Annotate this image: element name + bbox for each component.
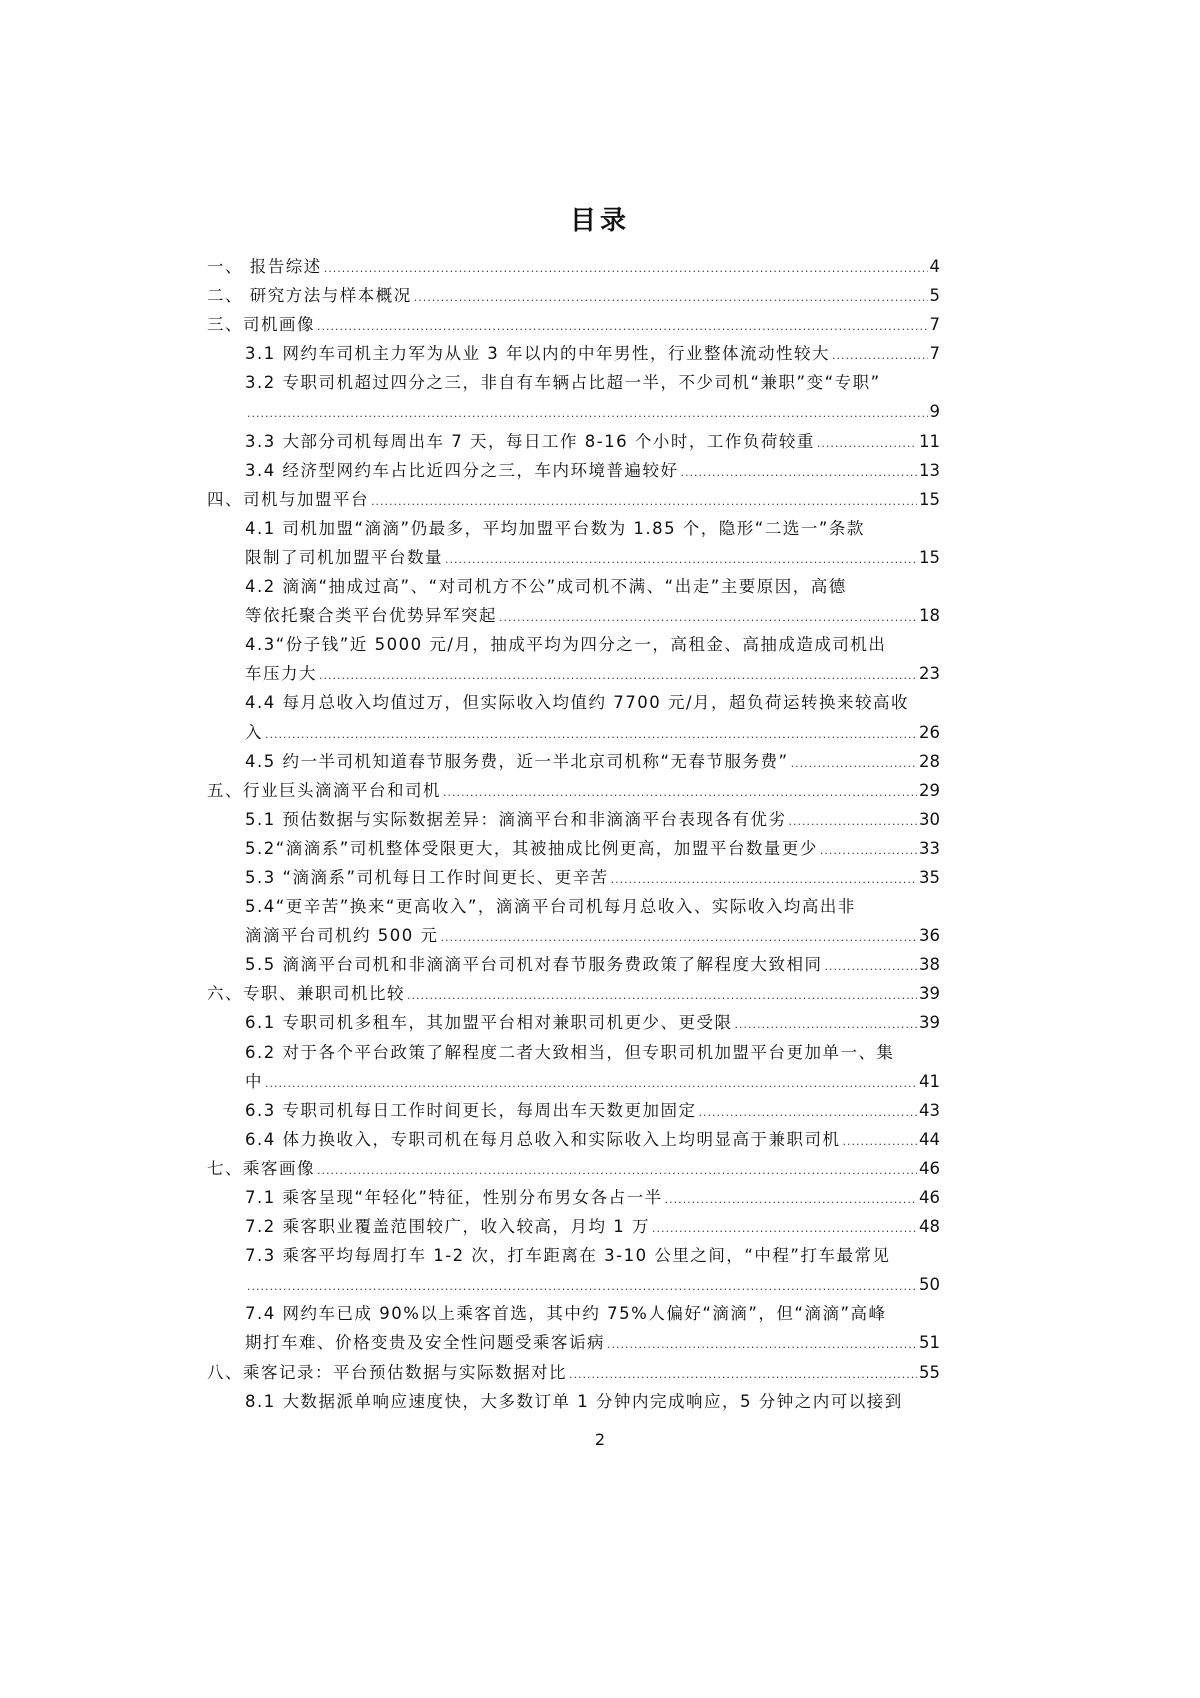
- toc-page-number: 11: [919, 431, 940, 451]
- toc-page-number: 39: [919, 984, 940, 1004]
- toc-entry-text: 6.1 专职司机多租车，其加盟平台相对兼职司机更少、更受限: [245, 1013, 733, 1033]
- dot-leader: [265, 720, 917, 749]
- dot-leader: [607, 1330, 917, 1359]
- toc-line: [207, 572, 940, 601]
- dot-leader: [681, 458, 918, 487]
- toc-page-number: 7: [929, 315, 940, 335]
- toc-entry-text: 5.3 “滴滴系”司机每日工作时间更长、更辛苦: [245, 867, 609, 887]
- toc-entry-text: 7.4 网约车已成 90%以上乘客首选，其中约 75%人偏好“滴滴”，但“滴滴”高峰: [245, 1304, 887, 1324]
- toc-line: [207, 1212, 940, 1241]
- toc-section-entry[interactable]: [207, 950, 940, 979]
- toc-page-number: 48: [919, 1217, 940, 1237]
- toc-section-entry[interactable]: [207, 1096, 940, 1125]
- toc-section-entry[interactable]: [207, 1212, 940, 1241]
- toc-line: [207, 776, 940, 805]
- toc-section-entry[interactable]: [207, 1008, 940, 1037]
- dot-leader: [843, 1127, 918, 1156]
- toc-line: [207, 1096, 940, 1125]
- toc-entry-text: 3.2 专职司机超过四分之三，非自有车辆占比超一半，不少司机“兼职”变“专职”: [245, 373, 881, 393]
- toc-section-entry[interactable]: [207, 368, 940, 426]
- toc-section-entry[interactable]: [207, 1183, 940, 1212]
- toc-page-number: 5: [929, 286, 940, 306]
- toc-line: [207, 863, 940, 892]
- toc-line: [207, 601, 940, 630]
- toc-section-entry[interactable]: [207, 747, 940, 776]
- dot-leader: [371, 487, 917, 516]
- dot-leader: [407, 981, 917, 1010]
- toc-chapter-entry[interactable]: [207, 252, 940, 281]
- toc-entry-text: 4.4 每月总收入均值过万，但实际收入均值约 7700 元/月，超负荷运转换来较高收: [245, 693, 910, 713]
- toc-section-entry[interactable]: [207, 863, 940, 892]
- toc-entry-text: 6.4 体力换收入，专职司机在每月总收入和实际收入上均明显高于兼职司机: [245, 1129, 841, 1149]
- toc-entry-text: 入: [245, 722, 263, 742]
- toc-line: [207, 950, 940, 979]
- toc-line: [207, 339, 940, 368]
- dot-leader: [825, 952, 918, 981]
- dot-leader: [443, 778, 917, 807]
- toc-section-entry[interactable]: [207, 630, 940, 688]
- toc-section-entry[interactable]: [207, 834, 940, 863]
- toc-entry-text: 二、 研究方法与样本概况: [207, 286, 412, 306]
- toc-page-number: 15: [919, 547, 940, 567]
- toc-entry-text: 3.1 网约车司机主力军为从业 3 年以内的中年男性，行业整体流动性较大: [245, 344, 830, 364]
- toc-chapter-entry[interactable]: [207, 1358, 940, 1387]
- toc-line: [207, 659, 940, 688]
- dot-leader: [665, 1185, 917, 1214]
- toc-line: [207, 1358, 940, 1387]
- toc-page-number: 18: [919, 606, 940, 626]
- toc-page-number: 23: [919, 664, 940, 684]
- toc-page-number: 55: [919, 1362, 940, 1382]
- toc-section-entry[interactable]: [207, 339, 940, 368]
- toc-entry-text: 七、乘客画像: [207, 1158, 315, 1178]
- toc-line: [207, 1328, 940, 1357]
- toc-page-number: 46: [919, 1188, 940, 1207]
- toc-chapter-entry[interactable]: [207, 281, 940, 310]
- dot-leader: [265, 1069, 917, 1098]
- page-number: 2: [594, 1430, 606, 1449]
- toc-entry-text: 5.1 预估数据与实际数据差异：滴滴平台和非滴滴平台表现各有优劣: [245, 809, 787, 829]
- toc-line: [207, 368, 940, 397]
- toc-line: [207, 1270, 940, 1299]
- toc-section-entry[interactable]: [207, 514, 940, 572]
- toc-title: 目录: [569, 206, 630, 236]
- toc-entry-text: 期打车难、价格变贵及安全性问题受乘客诟病: [245, 1333, 605, 1353]
- toc-page-number: 39: [919, 1013, 940, 1033]
- toc-line: [207, 1387, 940, 1416]
- toc-line: [207, 281, 940, 310]
- toc-page-number: 33: [919, 838, 940, 858]
- toc-section-entry[interactable]: [207, 805, 940, 834]
- toc-page-number: 4: [929, 257, 940, 276]
- toc-section-entry[interactable]: [207, 892, 940, 950]
- toc-line: [207, 834, 940, 863]
- toc-entry-text: 等依托聚合类平台优势异军突起: [245, 606, 497, 626]
- toc-section-entry[interactable]: [207, 1387, 940, 1416]
- toc-section-entry[interactable]: [207, 1299, 940, 1357]
- toc-line: [207, 1125, 940, 1154]
- dot-leader: [440, 923, 917, 952]
- toc-line: [207, 1008, 940, 1037]
- toc-line: [207, 1067, 940, 1096]
- toc-entry-text: 6.3 专职司机每日工作时间更长，每周出车天数更加固定: [245, 1100, 697, 1120]
- toc-chapter-entry[interactable]: [207, 979, 940, 1008]
- toc-page-number: 26: [919, 722, 940, 742]
- dot-leader: [789, 807, 918, 836]
- dot-leader: [832, 341, 928, 370]
- toc-page-number: 50: [919, 1275, 940, 1295]
- dot-leader: [317, 312, 928, 341]
- toc-entry-text: 五、行业巨头滴滴平台和司机: [207, 780, 441, 800]
- toc-line: [207, 514, 940, 543]
- toc-page-number: 29: [919, 780, 940, 800]
- toc-page-number: 9: [929, 402, 940, 422]
- toc-line: [207, 456, 940, 485]
- toc-entry-text: 6.2 对于各个平台政策了解程度二者大致相当，但专职司机加盟平台更加单一、集: [245, 1042, 895, 1062]
- dot-leader: [817, 429, 917, 458]
- toc-entry-text: 三、司机画像: [207, 315, 315, 335]
- toc-chapter-entry[interactable]: [207, 485, 940, 514]
- dot-leader: [499, 603, 917, 632]
- toc-entry-text: 3.3 大部分司机每周出车 7 天，每日工作 8-16 个小时，工作负荷较重: [245, 431, 815, 451]
- toc-page-number: 13: [919, 460, 940, 480]
- toc-section-entry[interactable]: [207, 688, 940, 746]
- dot-leader: [569, 1360, 917, 1389]
- toc-page-number: 35: [919, 867, 940, 887]
- dot-leader: [820, 836, 917, 865]
- toc-entry-text: 5.2“滴滴系”司机整体受限更大，其被抽成比例更高，加盟平台数量更少: [245, 838, 818, 858]
- toc-line: [207, 921, 940, 950]
- toc-line: [207, 718, 940, 747]
- toc-line: [207, 979, 940, 1008]
- dot-leader: [735, 1010, 918, 1039]
- toc-line: [207, 1241, 940, 1270]
- toc-line: [207, 397, 940, 426]
- toc-entry-text: 4.3“份子钱”近 5000 元/月，抽成平均为四分之一，高租金、高抽成造成司机出: [245, 635, 887, 655]
- toc-entry-text: 7.1 乘客呈现“年轻化”特征，性别分布男女各占一半: [245, 1188, 663, 1207]
- toc-line: [207, 747, 940, 776]
- toc-page-number: 36: [919, 926, 940, 946]
- toc-line: [207, 252, 940, 281]
- toc-entry-text: 一、 报告综述: [207, 257, 322, 276]
- toc-section-entry[interactable]: [207, 1038, 940, 1096]
- dot-leader: [445, 545, 917, 574]
- dot-leader: [791, 749, 917, 778]
- toc-section-entry[interactable]: [207, 456, 940, 485]
- toc-line: [207, 1038, 940, 1067]
- toc-section-entry[interactable]: [207, 1125, 940, 1154]
- toc-page-number: 28: [919, 751, 940, 771]
- toc-page-number: 43: [919, 1100, 940, 1120]
- toc-line: [207, 892, 940, 921]
- dot-leader: [319, 661, 917, 690]
- toc-entry-text: 8.1 大数据派单响应速度快，大多数订单 1 分钟内完成响应，5 分钟之内可以接到: [245, 1391, 903, 1411]
- toc-line: [207, 805, 940, 834]
- toc-entry-text: 5.4“更辛苦”换来“更高收入”，滴滴平台司机每月总收入、实际收入均高出非: [245, 897, 856, 917]
- toc-entry-text: 7.3 乘客平均每周打车 1-2 次，打车距离在 3-10 公里之间，“中程”打车最常见: [245, 1246, 891, 1266]
- toc-line: [207, 688, 940, 717]
- toc-entry-text: 滴滴平台司机约 500 元: [245, 926, 439, 946]
- dot-leader: [611, 865, 917, 894]
- toc-chapter-entry[interactable]: [207, 1154, 940, 1183]
- dot-leader: [414, 283, 928, 312]
- toc-section-entry[interactable]: [207, 1241, 940, 1299]
- toc-entry-text: 5.5 滴滴平台司机和非滴滴平台司机对春节服务费政策了解程度大致相同: [245, 955, 823, 975]
- toc-entry-text: 4.5 约一半司机知道春节服务费，近一半北京司机称“无春节服务费”: [245, 751, 789, 771]
- toc-line: [207, 485, 940, 514]
- toc-line: [207, 543, 940, 572]
- toc-page-number: 51: [919, 1333, 940, 1353]
- toc-page-number: 46: [919, 1158, 940, 1178]
- toc-entry-text: 4.2 滴滴“抽成过高”、“对司机方不公”成司机不满、“出走”主要原因，高德: [245, 577, 847, 597]
- toc-section-entry[interactable]: [207, 427, 940, 456]
- toc-entry-text: 车压力大: [245, 664, 317, 684]
- toc-page-number: 44: [919, 1129, 940, 1149]
- table-of-contents: [207, 252, 940, 1416]
- dot-leader: [317, 1156, 917, 1185]
- toc-page-number: 30: [919, 809, 940, 829]
- dot-leader: [247, 399, 928, 428]
- toc-chapter-entry[interactable]: [207, 776, 940, 805]
- dot-leader: [247, 1272, 917, 1301]
- toc-line: [207, 1183, 940, 1212]
- dot-leader: [652, 1214, 917, 1243]
- toc-page-number: 41: [919, 1071, 940, 1091]
- dot-leader: [699, 1098, 918, 1127]
- toc-page-number: 7: [929, 344, 940, 364]
- toc-entry-text: 4.1 司机加盟“滴滴”仍最多，平均加盟平台数为 1.85 个，隐形“二选一”条款: [245, 518, 865, 538]
- toc-chapter-entry[interactable]: [207, 310, 940, 339]
- toc-section-entry[interactable]: [207, 572, 940, 630]
- toc-entry-text: 四、司机与加盟平台: [207, 489, 369, 509]
- toc-line: [207, 1154, 940, 1183]
- toc-line: [207, 1299, 940, 1328]
- toc-line: [207, 310, 940, 339]
- toc-line: [207, 427, 940, 456]
- toc-entry-text: 八、乘客记录：平台预估数据与实际数据对比: [207, 1362, 567, 1382]
- toc-page-number: 38: [919, 955, 940, 975]
- dot-leader: [324, 254, 928, 283]
- toc-line: [207, 630, 940, 659]
- toc-page-number: 15: [919, 489, 940, 509]
- toc-entry-text: 中: [245, 1071, 263, 1091]
- toc-entry-text: 六、专职、兼职司机比较: [207, 984, 405, 1004]
- toc-entry-text: 3.4 经济型网约车占比近四分之三，车内环境普遍较好: [245, 460, 679, 480]
- toc-entry-text: 7.2 乘客职业覆盖范围较广，收入较高，月均 1 万: [245, 1217, 650, 1237]
- toc-entry-text: 限制了司机加盟平台数量: [245, 547, 443, 567]
